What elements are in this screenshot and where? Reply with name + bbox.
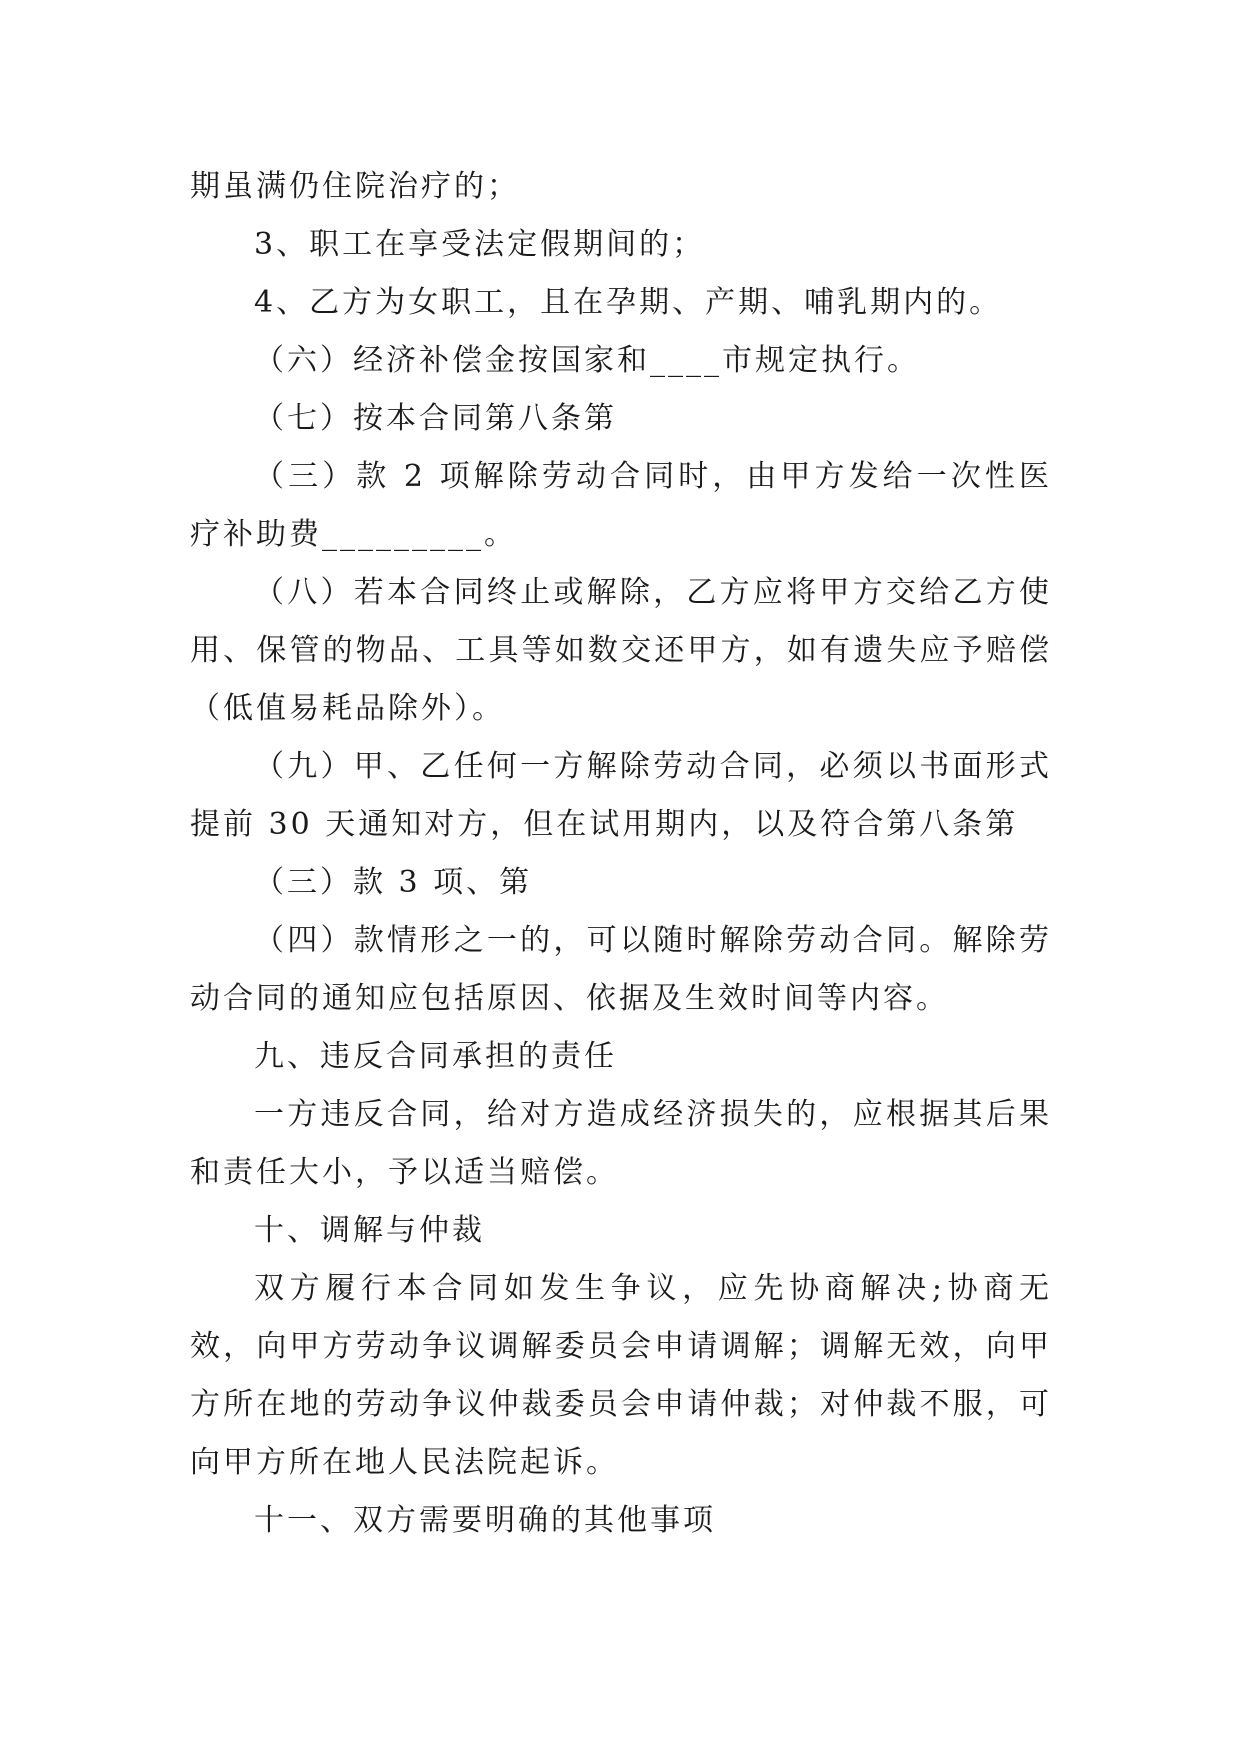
section-heading: 十一、双方需要明确的其他事项 (254, 1503, 716, 1538)
paragraph: （三）款 3 项、第 (254, 865, 533, 900)
document-body (190, 158, 1052, 1550)
section-heading: 九、违反合同承担的责任 (254, 1039, 617, 1074)
paragraph: 3、职工在享受法定假期间的； (254, 227, 706, 262)
paragraph: 期虽满仍住院治疗的； (190, 169, 520, 204)
paragraph: （三）款 2 项解除劳动合同时，由甲方发给一次性医疗补助费_________。 (190, 459, 1052, 552)
paragraph: （八）若本合同终止或解除，乙方应将甲方交给乙方使用、保管的物品、工具等如数交还甲方，如有遗失应予赔偿（低值易耗品除外）。 (190, 575, 1052, 726)
paragraph: 双方履行本合同如发生争议，应先协商解决;协商无效，向甲方劳动争议调解委员会申请调解；调解无效，向甲方所在地的劳动争议仲裁委员会申请仲裁；对仲裁不服，可向甲方所在地人民法院起诉。 (190, 1271, 1052, 1480)
paragraph: （四）款情形之一的，可以随时解除劳动合同。解除劳动合同的通知应包括原因、依据及生效时间等内容。 (190, 923, 1052, 1016)
paragraph: 一方违反合同，给对方造成经济损失的，应根据其后果和责任大小，予以适当赔偿。 (190, 1097, 1052, 1190)
paragraph: （九）甲、乙任何一方解除劳动合同，必须以书面形式提前 30 天通知对方，但在试用期内，以及符合第八条第 (190, 749, 1052, 842)
paragraph: 4、乙方为女职工，且在孕期、产期、哺乳期内的。 (254, 285, 1003, 320)
paragraph: （七）按本合同第八条第 (254, 401, 617, 436)
paragraph: （六）经济补偿金按国家和____市规定执行。 (254, 343, 920, 378)
section-heading: 十、调解与仲裁 (254, 1213, 485, 1248)
